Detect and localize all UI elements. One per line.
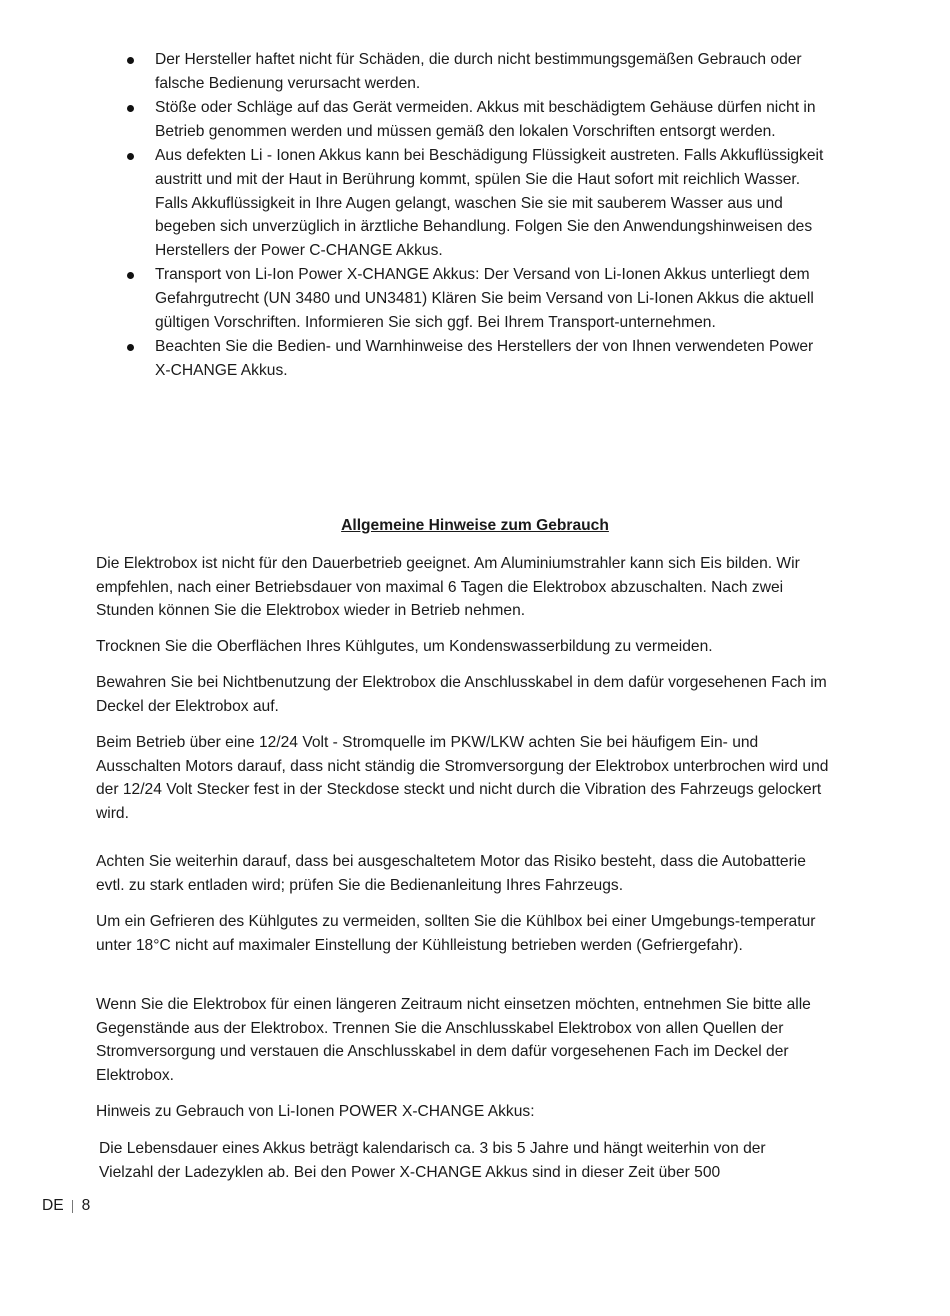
page-number: 8 <box>81 1197 91 1214</box>
paragraph-long-storage: Wenn Sie die Elektrobox für einen längeren Zeitraum nicht einsetzen möchten, entnehmen Sie bitte alle Gegenstände aus der Elektrobox. Trennen Sie die Anschlusskabel Elektrobox von allen Quellen der Stromversorgung und verstauen die Anschlusskabel in dem dafür vorgesehenen Fach im Deckel der Elektrobox. <box>96 996 811 1084</box>
safety-bullet-list <box>125 48 825 383</box>
footer-divider <box>72 1200 73 1213</box>
section-heading: Allgemeine Hinweise zum Gebrauch <box>341 517 609 534</box>
bullet-icon <box>127 153 134 160</box>
paragraph-continuous-operation: Die Elektrobox ist nicht für den Dauerbetrieb geeignet. Am Aluminiumstrahler kann sich Eis bilden. Wir empfehlen, nach einer Betriebsdauer von maximal 6 Tagen die Elektrobox abzuschalten. Nach zwei Stunden können Sie die Elektrobox wieder in Betrieb nehmen. <box>96 555 800 620</box>
bullet-item <box>125 48 825 95</box>
paragraph-car-battery: Achten Sie weiterhin darauf, dass bei ausgeschaltetem Motor das Risiko besteht, dass die Autobatterie evtl. zu stark entladen wird; prüfen Sie die Bedienanleitung Ihres Fahrzeugs. <box>96 853 806 894</box>
bullet-text: Der Hersteller haftet nicht für Schäden, die durch nicht bestimmungsgemäßen Gebrauch oder falsche Bedienung verursacht werden. <box>155 51 802 92</box>
paragraph-vehicle-power: Beim Betrieb über eine 12/24 Volt - Stromquelle im PKW/LKW achten Sie bei häufigem Ein- und Ausschalten Motors darauf, dass nicht ständig die Stromversorgung der Elektrobox unterbrochen wird und der 12/24 Volt Stecker fest in der Steckdose steckt und nicht durch die Vibration des Fahrzeugs gelockert wird. <box>96 734 829 822</box>
bullet-item <box>125 263 825 334</box>
bullet-item <box>125 144 825 262</box>
bullet-icon <box>127 272 134 279</box>
bullet-icon <box>127 105 134 112</box>
bullet-text: Aus defekten Li - Ionen Akkus kann bei Beschädigung Flüssigkeit austreten. Falls Akkuflüssigkeit austritt und mit der Haut in Berührung kommt, spülen Sie die Haut sofort mit reichlich Wasser. Falls Akkuflüssigkeit in Ihre Augen gelangt, waschen Sie sie mit sauberem Wasser aus und begeben sich unverzüglich in ärztliche Behandlung. Folgen Sie den Anwendungshinweisen des Herstellers der Power C-CHANGE Akkus. <box>155 147 824 259</box>
bullet-item <box>125 335 825 382</box>
bullet-text: Transport von Li-Ion Power X-CHANGE Akkus: Der Versand von Li-Ionen Akkus unterliegt dem Gefahrgutrecht (UN 3480 und UN3481) Klären Sie beim Versand von Li-Ionen Akkus die aktuell gültigen Vorschriften. Informieren Sie sich ggf. Bei Ihrem Transport-unternehmen. <box>155 266 814 331</box>
bullet-text: Beachten Sie die Bedien- und Warnhinweise des Herstellers der von Ihnen verwendeten Power X-CHANGE Akkus. <box>155 338 814 379</box>
bullet-icon <box>127 344 134 351</box>
paragraph-freezing: Um ein Gefrieren des Kühlgutes zu vermeiden, sollten Sie die Kühlbox bei einer Umgebungs-temperatur unter 18°C nicht auf maximaler Einstellung der Kühlleistung betrieben werden (Gefriergefahr). <box>96 913 816 954</box>
bullet-item <box>125 96 825 143</box>
language-code: DE <box>42 1197 64 1214</box>
paragraph-cable-storage: Bewahren Sie bei Nichtbenutzung der Elektrobox die Anschlusskabel in dem dafür vorgesehenen Fach im Deckel der Elektrobox auf. <box>96 674 827 715</box>
paragraph-drying: Trocknen Sie die Oberflächen Ihres Kühlgutes, um Kondenswasserbildung zu vermeiden. <box>96 638 713 655</box>
paragraph-battery-note-heading: Hinweis zu Gebrauch von Li-Ionen POWER X-CHANGE Akkus: <box>96 1103 535 1120</box>
bullet-icon <box>127 57 134 64</box>
paragraph-battery-lifetime: Die Lebensdauer eines Akkus beträgt kalendarisch ca. 3 bis 5 Jahre und hängt weiterhin von der Vielzahl der Ladezyklen ab. Bei den Power X-CHANGE Akkus sind in dieser Zeit über 500 <box>99 1140 766 1181</box>
page-footer <box>42 1194 90 1218</box>
bullet-text: Stöße oder Schläge auf das Gerät vermeiden. Akkus mit beschädigtem Gehäuse dürfen nicht in Betrieb genommen werden und müssen gemäß den lokalen Vorschriften entsorgt werden. <box>155 99 816 140</box>
